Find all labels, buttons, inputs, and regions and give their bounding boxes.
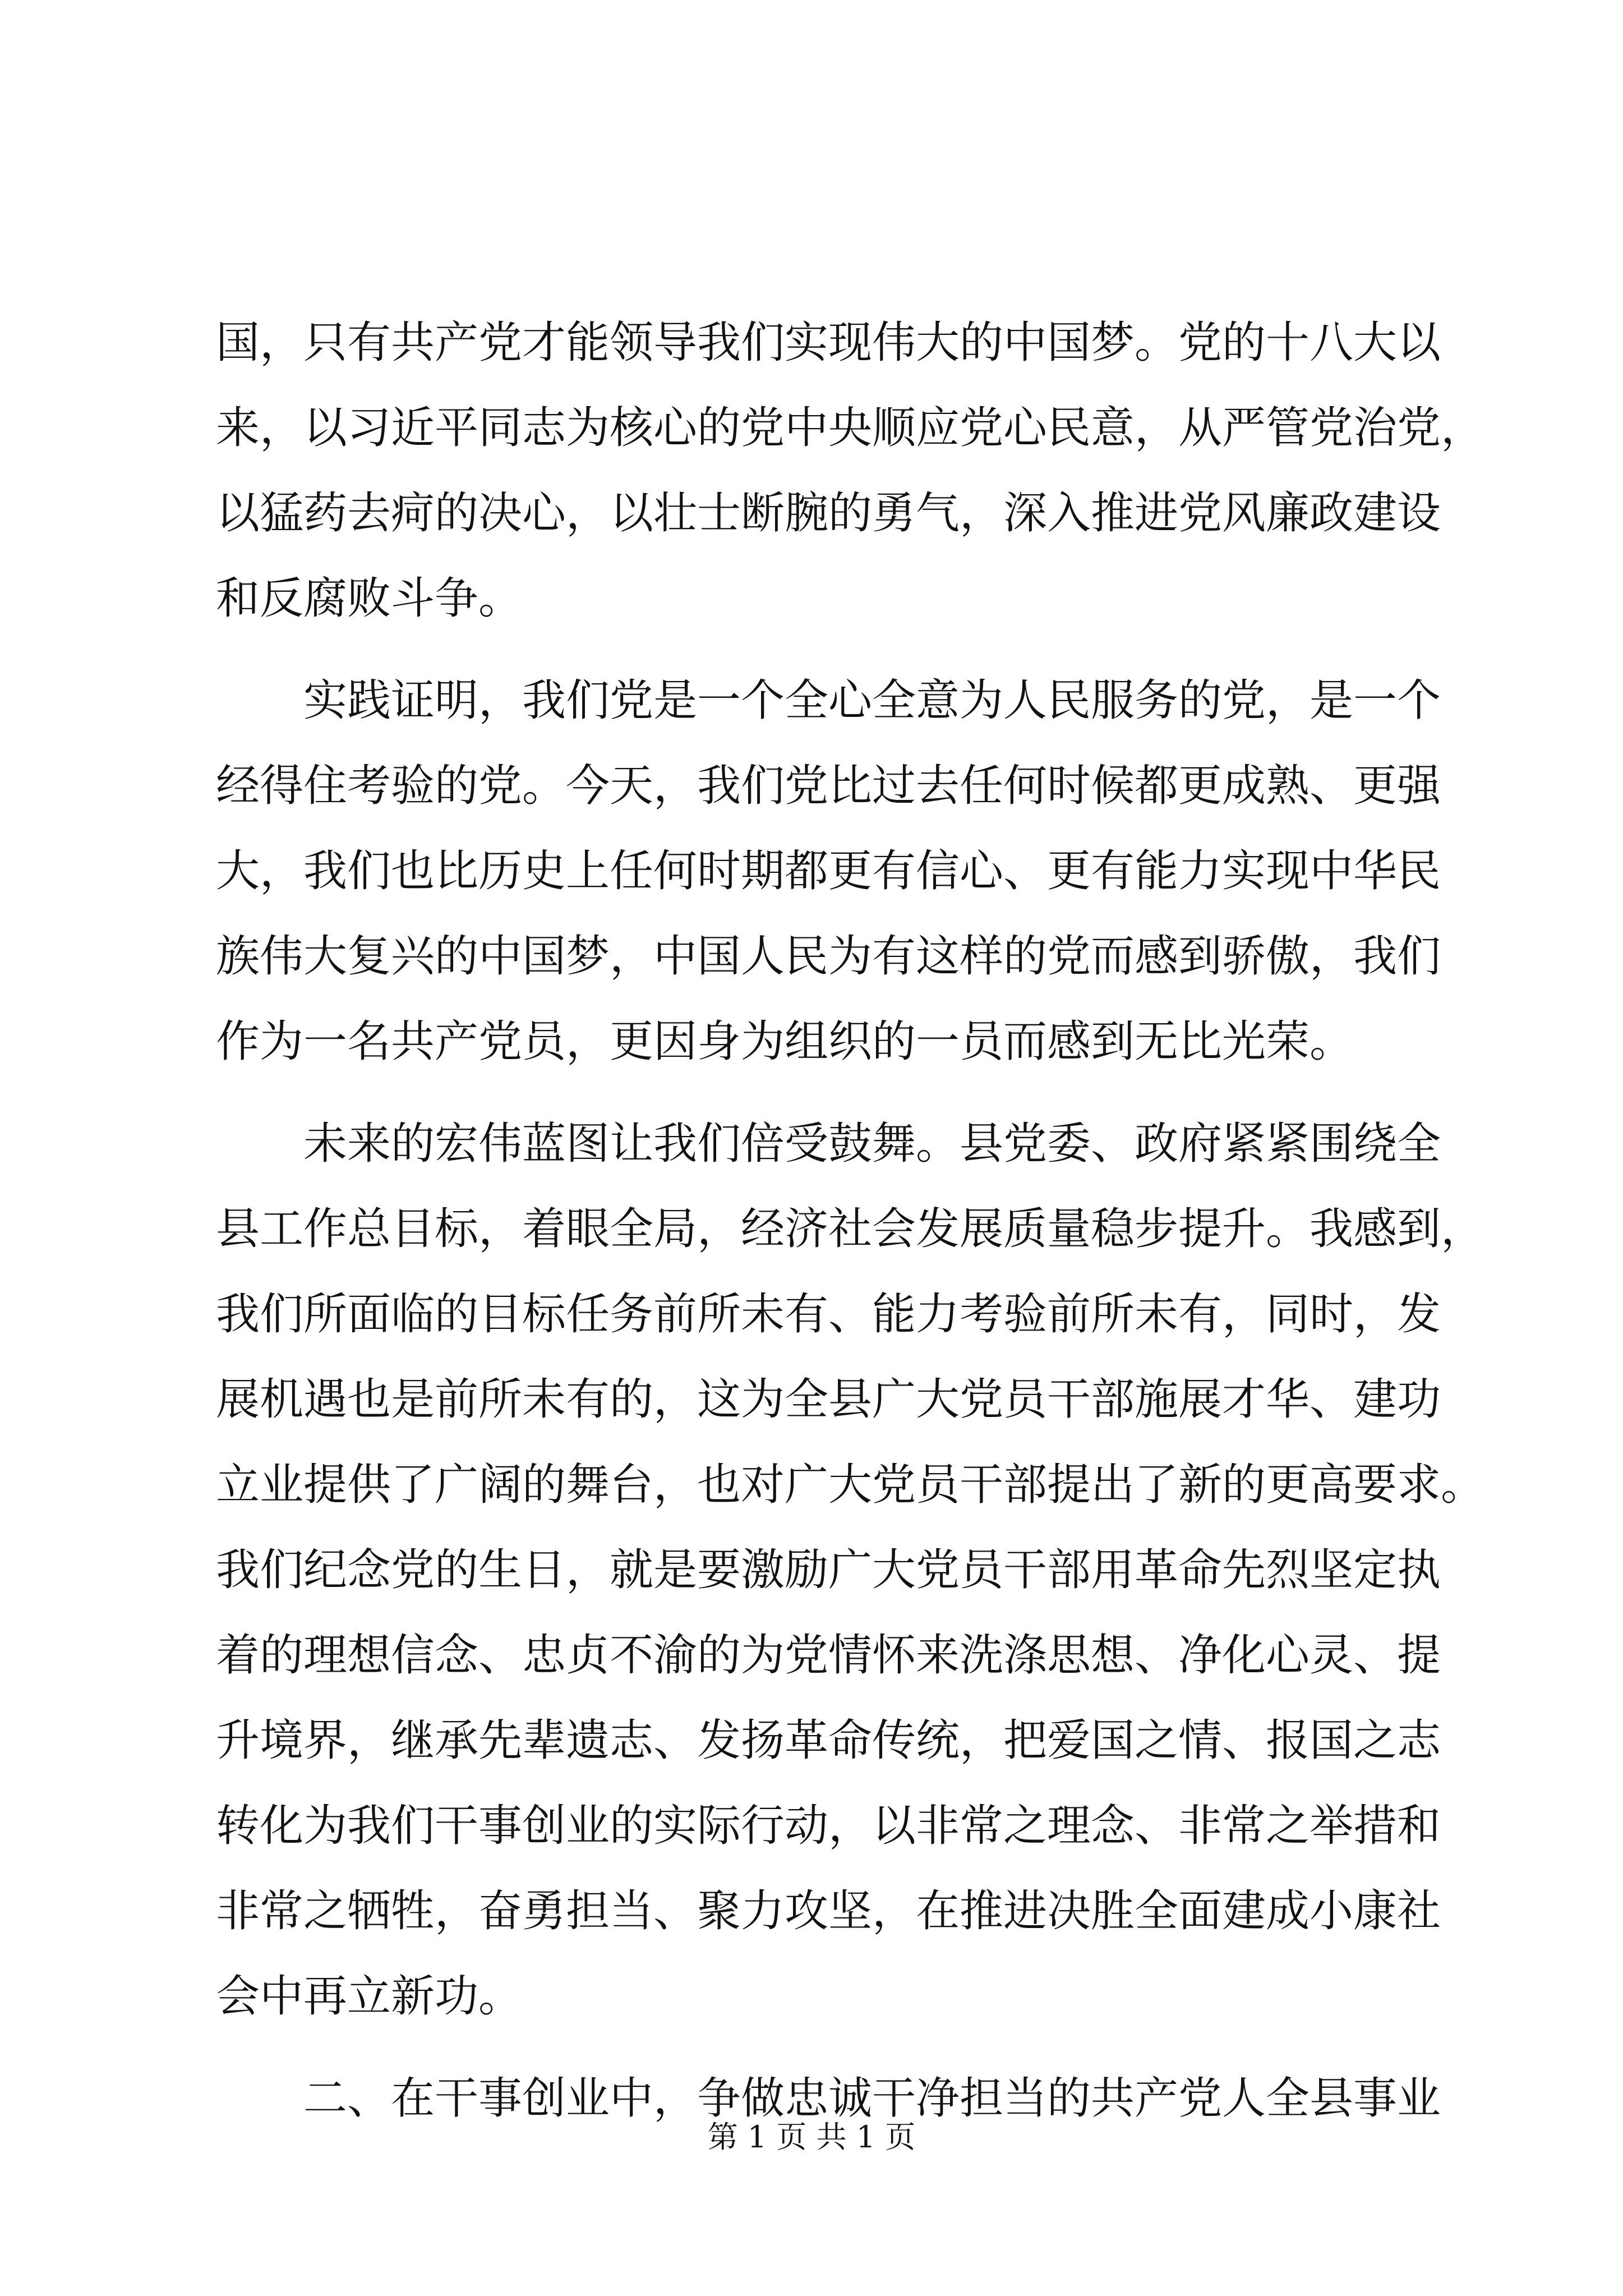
paragraph-3 (216, 1101, 1485, 2039)
text-line: 我们纪念党的生日，就是要激励广大党员干部用革命先烈坚定执 (216, 1545, 1441, 1595)
text-line: 和反腐败斗争。 (216, 573, 523, 624)
text-line: 族伟大复兴的中国梦，中国人民为有这样的党而感到骄傲，我们 (216, 931, 1441, 982)
text-line: 以猛药去疴的决心，以壮士断腕的勇气，深入推进党风廉政建设 (216, 488, 1441, 539)
page-footer: 第 1 页 共 1 页 (707, 2119, 916, 2155)
text-line: 作为一名共产党员，更因身为组织的一员而感到无比光荣。 (216, 1016, 1354, 1067)
text-line: 立业提供了广阔的舞台，也对广大党员干部提出了新的更高要求。 (216, 1460, 1485, 1510)
text-line: 实践证明，我们党是一个全心全意为人民服务的党，是一个 (303, 675, 1441, 726)
text-line: 展机遇也是前所未有的，这为全县广大党员干部施展才华、建功 (216, 1374, 1441, 1425)
text-line: 经得住考验的党。今天，我们党比过去任何时候都更成熟、更强 (216, 761, 1441, 811)
text-line: 着的理想信念、忠贞不渝的为党情怀来洗涤思想、净化心灵、提 (216, 1630, 1441, 1681)
text-line: 大，我们也比历史上任何时期都更有信心、更有能力实现中华民 (216, 846, 1441, 896)
text-line: 国，只有共产党才能领导我们实现伟大的中国梦。党的十八大以 (216, 318, 1441, 368)
paragraph-1 (216, 300, 1485, 641)
text-line: 转化为我们干事创业的实际行动，以非常之理念、非常之举措和 (216, 1801, 1441, 1851)
text-line: 会中再立新功。 (216, 1971, 523, 2022)
paragraph-2 (216, 658, 1441, 1084)
text-line: 非常之牺牲，奋勇担当、聚力攻坚，在推进决胜全面建成小康社 (216, 1886, 1441, 1936)
text-line: 县工作总目标，着眼全局，经济社会发展质量稳步提升。我感到， (216, 1204, 1485, 1254)
text-line: 来，以习近平同志为核心的党中央顺应党心民意，从严管党治党， (216, 403, 1485, 453)
text-line: 未来的宏伟蓝图让我们倍受鼓舞。县党委、政府紧紧围绕全 (303, 1119, 1441, 1169)
text-line: 我们所面临的目标任务前所未有、能力考验前所未有，同时，发 (216, 1289, 1441, 1340)
text-line: 二、在干事创业中，争做忠诚干净担当的共产党人全县事业 (303, 2073, 1441, 2124)
text-line: 升境界，继承先辈遗志、发扬革命传统，把爱国之情、报国之志 (216, 1715, 1441, 1766)
document-body (216, 300, 1485, 2141)
